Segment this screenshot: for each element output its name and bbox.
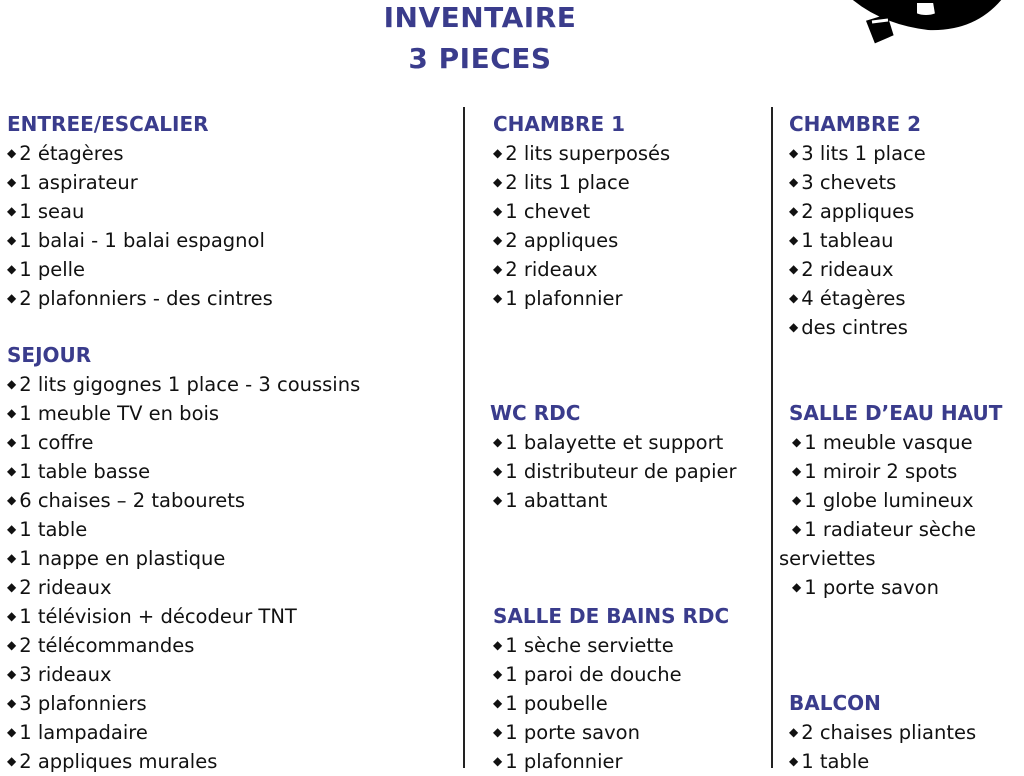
list-item [7,370,360,399]
list-item [789,226,926,255]
list-item-text: 4 étagères [801,287,906,310]
list-item-text: 1 poubelle [505,692,608,715]
bullet-icon: ◆ [493,667,503,681]
list-item [493,747,729,776]
list-item [7,747,360,776]
list-item [7,399,360,428]
bullet-icon: ◆ [789,204,799,218]
bullet-icon: ◆ [493,638,503,652]
list-item [7,544,360,573]
list-item-continuation: serviettes [779,547,876,570]
list-item [792,457,1002,486]
list-item-text: 3 rideaux [19,663,112,686]
bullet-icon: ◆ [792,580,802,594]
bullet-icon: ◆ [7,233,17,247]
bullet-icon: ◆ [789,175,799,189]
list-item [7,602,360,631]
list-item [493,197,670,226]
section-chambre2 [789,110,926,342]
bullet-icon: ◆ [7,725,17,739]
list-item-text: 3 plafonniers [19,692,147,715]
list-item-text: 1 balayette et support [505,431,724,454]
bullet-icon: ◆ [493,696,503,710]
bullet-icon: ◆ [493,262,503,276]
list-item-text: 1 plafonnier [505,750,623,773]
list-item [792,515,1002,544]
list-item [493,457,737,486]
list-item [7,631,360,660]
section-heading: ENTREE/ESCALIER [7,112,209,136]
list-item [789,747,976,776]
list-item [7,486,360,515]
bullet-icon: ◆ [7,435,17,449]
bullet-icon: ◆ [7,609,17,623]
bullet-icon: ◆ [7,262,17,276]
list-item-text: 1 meuble TV en bois [19,402,220,425]
list-item-text: 2 lits gigognes 1 place - 3 coussins [19,373,361,396]
list-item-text: 1 meuble vasque [804,431,973,454]
bullet-icon: ◆ [792,493,802,507]
bullet-icon: ◆ [493,175,503,189]
bullet-icon: ◆ [792,464,802,478]
section-salle-eau [779,399,1003,602]
list-item [789,284,926,313]
bullet-icon: ◆ [493,725,503,739]
bullet-icon: ◆ [7,146,17,160]
list-item-text: 2 lits 1 place [505,171,630,194]
list-item-text: 2 télécommandes [19,634,195,657]
list-item-text: 1 miroir 2 spots [804,460,958,483]
list-item-text: 2 appliques [505,229,619,252]
bullet-icon: ◆ [789,725,799,739]
list-item-text: 1 tableau [801,229,894,252]
list-item [493,284,670,313]
list-item-text: 2 rideaux [19,576,112,599]
list-item-text: 2 rideaux [505,258,598,281]
list-item-text: 1 radiateur sèche [804,518,977,541]
list-item [493,255,670,284]
list-item-text: 1 nappe en plastique [19,547,226,570]
list-item [7,689,360,718]
bullet-icon: ◆ [7,551,17,565]
list-item-text: 1 aspirateur [19,171,138,194]
bullet-icon: ◆ [493,493,503,507]
bullet-icon: ◆ [7,667,17,681]
list-item [7,168,273,197]
section-heading: BALCON [789,691,881,715]
bullet-icon: ◆ [7,580,17,594]
list-item [493,486,737,515]
bullet-icon: ◆ [7,464,17,478]
list-item [789,255,926,284]
list-item [7,197,273,226]
list-item [493,428,737,457]
list-item-text: 3 chevets [801,171,897,194]
list-item [7,660,360,689]
bullet-icon: ◆ [7,638,17,652]
list-item-text: 2 appliques murales [19,750,218,773]
bullet-icon: ◆ [789,233,799,247]
list-item [7,226,273,255]
list-item [7,573,360,602]
list-item [493,660,729,689]
list-item-text: 1 coffre [19,431,94,454]
list-item-text: 1 globe lumineux [804,489,974,512]
list-item-text: 1 balai - 1 balai espagnol [19,229,265,252]
section-balcon [789,689,976,776]
list-item-text: 1 distributeur de papier [505,460,737,483]
list-item-text: 1 chevet [505,200,591,223]
list-item [7,457,360,486]
section-heading: CHAMBRE 1 [493,112,625,136]
list-item-text: 1 table basse [19,460,151,483]
section-chambre1 [493,110,670,313]
list-item [493,718,729,747]
list-item [493,689,729,718]
bullet-icon: ◆ [493,146,503,160]
list-item-text: 1 sèche serviette [505,634,674,657]
bullet-icon: ◆ [792,522,802,536]
list-item [493,631,729,660]
bullet-icon: ◆ [493,291,503,305]
section-wc [490,399,737,515]
bullet-icon: ◆ [7,493,17,507]
bullet-icon: ◆ [7,377,17,391]
list-item [789,168,926,197]
list-item [789,313,926,342]
bullet-icon: ◆ [789,754,799,768]
bullet-icon: ◆ [7,204,17,218]
title-line-2: 3 PIECES [408,42,552,75]
list-item-text: 6 chaises – 2 tabourets [19,489,246,512]
column-divider-1 [463,107,465,768]
list-item [792,486,1002,515]
bullet-icon: ◆ [7,175,17,189]
section-entree [7,110,273,313]
list-item-text: 2 appliques [801,200,915,223]
bullet-icon: ◆ [7,406,17,420]
list-item [7,428,360,457]
list-item [7,284,273,313]
bullet-icon: ◆ [7,696,17,710]
list-item [493,226,670,255]
tshirt-logo-icon [838,0,1008,50]
list-item [789,139,926,168]
list-item [7,255,273,284]
section-sejour [7,341,360,776]
list-item-text: 3 lits 1 place [801,142,926,165]
bullet-icon: ◆ [493,435,503,449]
list-item-text: des cintres [801,316,908,339]
list-item-text: 2 étagères [19,142,124,165]
bullet-icon: ◆ [789,320,799,334]
list-item-text: 1 télévision + décodeur TNT [19,605,297,628]
list-item-text: 1 porte savon [505,721,640,744]
list-item-text: 2 lits superposés [505,142,671,165]
list-item-text: 1 paroi de douche [505,663,682,686]
section-heading: SEJOUR [7,343,92,367]
column-divider-2 [771,107,773,768]
list-item-text: 2 chaises pliantes [801,721,977,744]
list-item-text: 1 porte savon [804,576,939,599]
list-item-text: 1 abattant [505,489,608,512]
list-item [792,573,1002,602]
list-item-text: 1 plafonnier [505,287,623,310]
list-item-text: 2 rideaux [801,258,894,281]
bullet-icon: ◆ [789,291,799,305]
section-heading: SALLE DE BAINS RDC [493,604,730,628]
list-item-text: 1 pelle [19,258,86,281]
bullet-icon: ◆ [7,522,17,536]
list-item-text: 1 seau [19,200,85,223]
list-item-text: 1 lampadaire [19,721,148,744]
list-item [493,168,670,197]
bullet-icon: ◆ [789,146,799,160]
bullet-icon: ◆ [493,464,503,478]
section-heading: CHAMBRE 2 [789,112,921,136]
bullet-icon: ◆ [7,754,17,768]
bullet-icon: ◆ [493,754,503,768]
list-item-text: 1 table [801,750,870,773]
list-item [7,515,360,544]
bullet-icon: ◆ [792,435,802,449]
list-item [493,139,670,168]
section-heading: WC RDC [490,401,581,425]
list-item [789,718,976,747]
list-item [792,428,1002,457]
bullet-icon: ◆ [493,204,503,218]
bullet-icon: ◆ [7,291,17,305]
list-item [7,139,273,168]
bullet-icon: ◆ [493,233,503,247]
list-item-text: 2 plafonniers - des cintres [19,287,273,310]
list-item-text: 1 table [19,518,88,541]
section-heading: SALLE D’EAU HAUT [789,401,1003,425]
section-bains [493,602,729,776]
list-item [7,718,360,747]
title-line-1: INVENTAIRE [383,1,577,34]
bullet-icon: ◆ [789,262,799,276]
list-item [789,197,926,226]
